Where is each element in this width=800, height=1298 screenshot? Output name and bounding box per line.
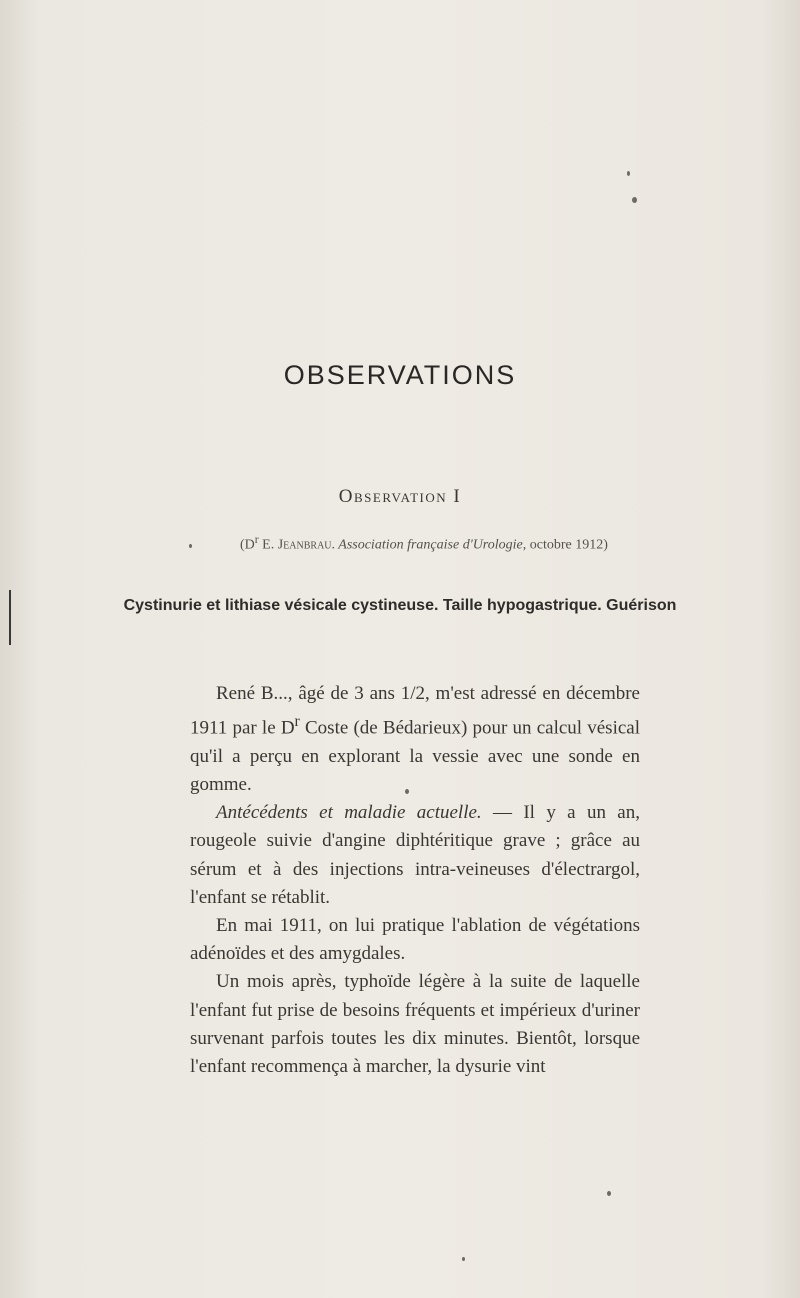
observation-title: Observation I xyxy=(338,486,462,507)
ink-speck xyxy=(189,544,192,548)
paragraph-text: René B..., âgé de 3 ans 1/2, m'est adressé en décembre 1911 par le D xyxy=(190,683,640,739)
reference-open-sup: r xyxy=(254,533,259,546)
body-text xyxy=(190,680,640,1081)
reference-citation xyxy=(240,533,608,554)
reference-date: octobre 1912) xyxy=(526,537,608,553)
paragraph-sup: r xyxy=(294,713,300,731)
reference-journal: Association française d'Urologie, xyxy=(335,537,527,553)
reference-author: E. Jeanbrau. xyxy=(258,537,336,553)
paragraph-text-cont: Coste (de Bédarieux) pour un calcul vésical qu'il a perçu en explorant la vessie avec une sonde en gomme. xyxy=(190,717,640,795)
paragraph xyxy=(190,799,640,912)
paragraph xyxy=(190,912,640,968)
paragraph-text: — Il y a un an, rougeole suivie d'angine diphtéritique grave ; grâce au sérum et à des injections intra-veineuses d'électrargol, l'enfant se rétablit. xyxy=(190,802,640,908)
paragraph-text: Un mois après, typhoïde légère à la suite de laquelle l'enfant fut prise de besoins fréquents et impérieux d'uriner survenant parfois toutes les dix minutes. Bientôt, lorsque l'enfant recommença à marcher, la dysurie vint xyxy=(190,971,640,1077)
ink-speck xyxy=(405,789,409,794)
paragraph xyxy=(190,680,640,799)
ink-speck xyxy=(462,1257,465,1261)
ink-speck xyxy=(607,1191,611,1196)
ink-speck xyxy=(627,171,630,176)
paragraph-lead-label: Antécédents et maladie actuelle. xyxy=(216,802,482,824)
ink-speck xyxy=(632,197,637,203)
paragraph-text: En mai 1911, on lui pratique l'ablation de végétations adénoïdes et des amygdales. xyxy=(190,914,640,965)
paragraph xyxy=(190,968,640,1081)
reference-open: (D xyxy=(240,537,255,553)
section-heading: OBSERVATIONS xyxy=(283,360,517,390)
case-title: Cystinurie et lithiase vésicale cystineuse. Taille hypogastrique. Guérison xyxy=(123,597,677,614)
